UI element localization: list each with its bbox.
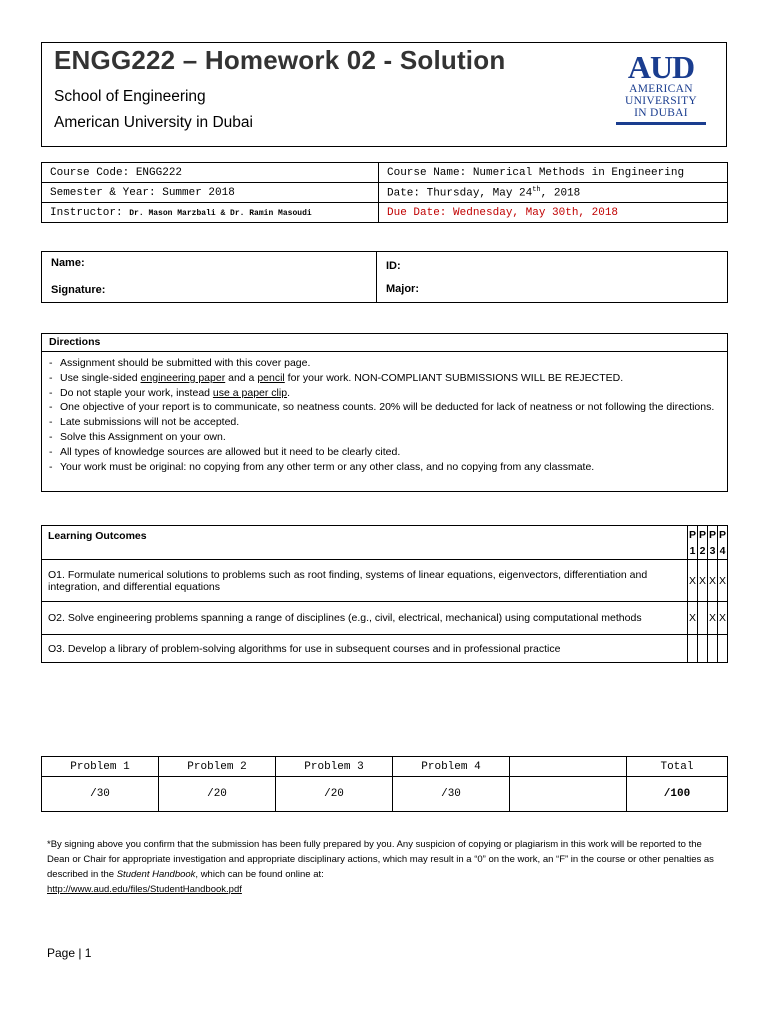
direction-item: - Your work must be original: no copying from any other term or any other class, and no copying from any classmate. bbox=[49, 460, 721, 475]
directions-box bbox=[41, 333, 728, 492]
footnote-text: *By signing above you confirm that the submission has been fully prepared by you. Any suspicion of copying or plagiarism in this work will be reported to the Dean or Chair for appropriate investigation and appropriate disciplinary actions, which may result in a “0” on the work, an “F” in the course or other penalties as described in the bbox=[47, 839, 714, 880]
logo-line-3: IN DUBAI bbox=[634, 107, 688, 119]
outcome-text: O1. Formulate numerical solutions to problems such as root finding, systems of linear equations, eigenvectors, differentiation and integration, and differential equations bbox=[42, 560, 688, 602]
document-header bbox=[41, 42, 727, 147]
problem-head-3: P 3 bbox=[708, 526, 718, 560]
outcome-mark bbox=[708, 635, 718, 663]
problem-head-2: P 2 bbox=[698, 526, 708, 560]
date-sup: th bbox=[532, 185, 541, 194]
major-field[interactable]: Major: bbox=[386, 283, 419, 295]
course-code: Course Code: ENGG222 bbox=[42, 163, 379, 183]
outcome-mark: X bbox=[688, 560, 698, 602]
outcome-mark: X bbox=[698, 560, 708, 602]
date-year: , 2018 bbox=[540, 187, 581, 200]
university-name: American University in Dubai bbox=[54, 114, 253, 131]
footnote-text-end: , which can be found online at: bbox=[195, 869, 324, 880]
score-cell[interactable]: /20 bbox=[276, 777, 393, 812]
name-field[interactable]: Name: bbox=[51, 257, 85, 269]
directions-heading: Directions bbox=[42, 334, 727, 352]
handbook-title: Student Handbook bbox=[116, 869, 196, 880]
outcome-text: O3. Develop a library of problem-solving algorithms for use in subsequent courses and in professional practice bbox=[42, 635, 688, 663]
instructor-label: Instructor: bbox=[50, 206, 123, 219]
logo-abbr: AUD bbox=[627, 49, 695, 85]
outcome-mark bbox=[688, 635, 698, 663]
outcome-mark: X bbox=[718, 602, 728, 635]
direction-item: - One objective of your report is to communicate, so neatness counts. 20% will be deducted for lack of neatness or not following the directions. bbox=[49, 400, 721, 415]
aud-logo bbox=[613, 51, 709, 137]
outcome-mark: X bbox=[708, 602, 718, 635]
score-header: Problem 2 bbox=[159, 757, 276, 777]
outcome-mark: X bbox=[718, 560, 728, 602]
outcomes-heading: Learning Outcomes bbox=[42, 526, 688, 560]
id-field[interactable]: ID: bbox=[386, 260, 401, 272]
course-info-table bbox=[41, 162, 728, 223]
signature-field[interactable]: Signature: bbox=[51, 284, 106, 296]
outcome-mark bbox=[718, 635, 728, 663]
score-header: Problem 3 bbox=[276, 757, 393, 777]
direction-item: - Solve this Assignment on your own. bbox=[49, 430, 721, 445]
due-date: Due Date: Wednesday, May 30th, 2018 bbox=[379, 203, 728, 223]
date-text: Date: Thursday, May 24 bbox=[387, 187, 533, 200]
score-cell[interactable]: /20 bbox=[159, 777, 276, 812]
direction-item: - Late submissions will not be accepted. bbox=[49, 415, 721, 430]
instructor bbox=[42, 203, 379, 223]
direction-item: - All types of knowledge sources are allowed but it need to be clearly cited. bbox=[49, 445, 721, 460]
score-header bbox=[510, 757, 627, 777]
score-cell[interactable] bbox=[510, 777, 627, 812]
page-title: ENGG222 – Homework 02 - Solution bbox=[54, 45, 506, 75]
semester-year: Semester & Year: Summer 2018 bbox=[42, 183, 379, 203]
direction-item: - Assignment should be submitted with this cover page. bbox=[49, 356, 721, 371]
problem-head-4: P 4 bbox=[718, 526, 728, 560]
name-box-divider bbox=[376, 252, 377, 302]
directions-list bbox=[49, 356, 721, 474]
problem-head-1: P 1 bbox=[688, 526, 698, 560]
score-header: Total bbox=[627, 757, 728, 777]
learning-outcomes-table bbox=[41, 525, 728, 663]
instructor-names: Dr. Mason Marzbali & Dr. Ramin Masoudi bbox=[129, 208, 312, 218]
logo-underline bbox=[616, 122, 706, 125]
score-header: Problem 4 bbox=[393, 757, 510, 777]
score-table bbox=[41, 756, 728, 812]
page-number: Page | 1 bbox=[47, 946, 92, 960]
outcome-mark bbox=[698, 635, 708, 663]
outcome-text: O2. Solve engineering problems spanning a range of disciplines (e.g., civil, electrical, mechanical) using computational methods bbox=[42, 602, 688, 635]
course-date bbox=[379, 183, 728, 203]
handbook-link[interactable]: http://www.aud.edu/files/StudentHandbook.pdf bbox=[47, 884, 242, 895]
score-header: Problem 1 bbox=[42, 757, 159, 777]
student-info-box bbox=[41, 251, 728, 303]
footnote bbox=[47, 837, 727, 897]
score-cell[interactable]: /30 bbox=[42, 777, 159, 812]
school-name: School of Engineering bbox=[54, 88, 206, 105]
outcome-mark: X bbox=[688, 602, 698, 635]
logo-line-1: AMERICAN bbox=[629, 83, 693, 95]
score-total[interactable]: /100 bbox=[627, 777, 728, 812]
direction-item: - Do not staple your work, instead use a paper clip. bbox=[49, 386, 721, 401]
outcome-mark bbox=[698, 602, 708, 635]
course-name: Course Name: Numerical Methods in Engineering bbox=[379, 163, 728, 183]
direction-item: - Use single-sided engineering paper and a pencil for your work. NON-COMPLIANT SUBMISSIONS WILL BE REJECTED. bbox=[49, 371, 721, 386]
outcome-mark: X bbox=[708, 560, 718, 602]
score-cell[interactable]: /30 bbox=[393, 777, 510, 812]
logo-line-2: UNIVERSITY bbox=[625, 95, 697, 107]
